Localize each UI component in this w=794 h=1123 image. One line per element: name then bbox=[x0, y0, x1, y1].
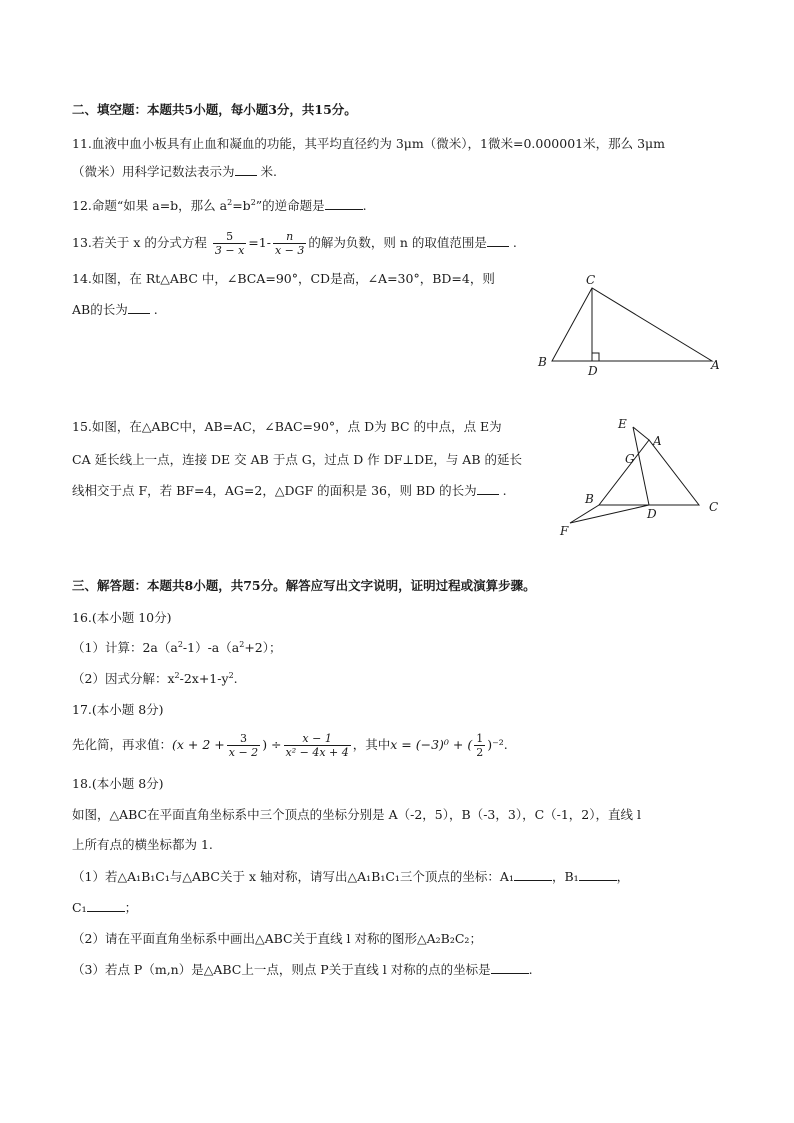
q15-triangle-figure bbox=[552, 414, 732, 542]
q16-part2: （2）因式分解：$x^2-2x+1-y^2$. bbox=[72, 670, 238, 686]
q18-part1-line1: （1）若△A₁B₁C₁与△ABC关于 x 轴对称，请写出△A₁B₁C₁三个顶点的坐标：A₁ ，B₁ ， bbox=[72, 869, 630, 884]
label-a: A bbox=[653, 434, 662, 448]
label-a: A bbox=[711, 358, 720, 372]
answer-blank bbox=[325, 197, 363, 210]
fraction: $\frac{3}{x - 2}$ bbox=[228, 732, 259, 759]
q14-triangle-figure bbox=[530, 268, 730, 378]
label-e: E bbox=[618, 417, 627, 431]
label-d: D bbox=[588, 364, 598, 378]
answer-blank bbox=[235, 163, 257, 176]
answer-blank bbox=[87, 899, 125, 912]
fraction: $\frac{n}{x - 3}$ bbox=[274, 230, 305, 257]
q15-line2: CA 延长线上一点，连接 DE 交 AB 于点 G，过点 D 作 DF⊥DE，与 AB 的延长 bbox=[72, 452, 522, 467]
q16-part1: （1）计算：$2a(a^2-1)-a(a^2+2)$； bbox=[72, 639, 282, 655]
fraction: $\frac{1}{2}$ bbox=[476, 732, 484, 759]
q14-line1: 14.如图，在 Rt△ABC 中，∠BCA=90°，CD是高，∠A=30°，BD=4，则 bbox=[72, 271, 495, 286]
q15-line3: 线相交于点 F，若 BF=4，AG=2，△DGF 的面积是 36，则 BD 的长为 . bbox=[72, 483, 507, 498]
label-b: B bbox=[538, 355, 547, 369]
q17-expression: 先化简，再求值：(x + 2 + $\frac{3}{x - 2}$ ) ÷ $\frac{x - 1}{\text{x² − 4x + 4}}$ ，其中x = (−3)⁰ + ( $\frac{1}{2}$ )⁻². bbox=[72, 732, 508, 759]
q18-part2: （2）请在平面直角坐标系中画出△ABC关于直线 l 对称的图形△A₂B₂C₂； bbox=[72, 931, 482, 946]
answer-blank bbox=[579, 868, 617, 881]
label-f: F bbox=[560, 524, 569, 538]
section-2-heading: 二、填空题：本题共5小题，每小题3分，共15分。 bbox=[72, 102, 357, 117]
q18-line1: 如图，△ABC在平面直角坐标系中三个顶点的坐标分别是 A（-2，5），B（-3，3），C（-1，2），直线 l bbox=[72, 807, 641, 822]
q18-line2: 上所有点的横坐标都为 1. bbox=[72, 837, 213, 852]
label-c: C bbox=[586, 273, 596, 287]
section-3-heading: 三、解答题：本题共8小题，共75分。解答应写出文字说明，证明过程或演算步骤。 bbox=[72, 578, 536, 593]
answer-blank bbox=[487, 234, 509, 247]
label-b: B bbox=[585, 492, 594, 506]
q13-line: 13.若关于 x 的分式方程 $\frac{5}{3 - x}$ =1- $\frac{n}{x - 3}$ 的解为负数，则 n 的取值范围是 . bbox=[72, 230, 517, 257]
label-d: D bbox=[647, 507, 657, 521]
fraction: $\frac{5}{3 - x}$ bbox=[214, 230, 245, 257]
answer-blank bbox=[491, 961, 529, 974]
fraction: $\frac{x - 1}{\text{x² − 4x + 4}}$ bbox=[285, 732, 349, 759]
q12-line: 12.命题“如果 a=b，那么 $a^2=b^2$”的逆命题是 . bbox=[72, 197, 367, 213]
q17-title: 17.(本小题 8分) bbox=[72, 702, 164, 717]
label-c: C bbox=[709, 500, 719, 514]
answer-blank bbox=[514, 868, 552, 881]
q11-line2: （微米）用科学记数法表示为 米. bbox=[72, 164, 277, 179]
q15-line1: 15.如图，在△ABC中，AB=AC，∠BAC=90°，点 D为 BC 的中点，点 E为 bbox=[72, 419, 502, 434]
answer-blank bbox=[477, 482, 499, 495]
q16-title: 16.(本小题 10分) bbox=[72, 610, 172, 625]
label-g: G bbox=[625, 452, 635, 466]
q11-line1: 11.血液中血小板具有止血和凝血的功能，其平均直径约为 3μm（微米），1微米=0.000001米，那么 3μm bbox=[72, 136, 666, 151]
q18-title: 18.(本小题 8分) bbox=[72, 776, 164, 791]
answer-blank bbox=[128, 301, 150, 314]
q14-line2: AB的长为 . bbox=[72, 302, 158, 317]
q18-part1-line2: C₁ ； bbox=[72, 900, 138, 915]
q18-part3: （3）若点 P（m,n）是△ABC上一点，则点 P关于直线 l 对称的点的坐标是 . bbox=[72, 962, 533, 977]
